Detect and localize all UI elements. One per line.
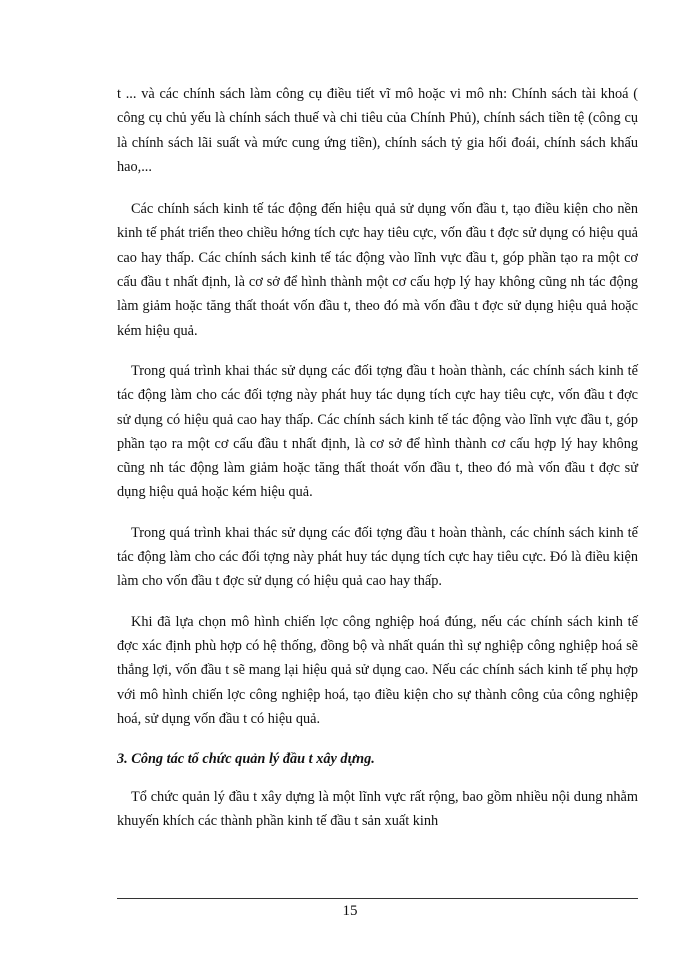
page-number: 15 [342, 903, 358, 919]
paragraph: Trong quá trình khai thác sử dụng các đối tợng đầu t hoàn thành, các chính sách kinh tế tác động làm cho các đối tợng này phát huy tác dụng tích cực hay tiêu cực, vốn đầu t đợc sử dụng có hiệu quả cao hay thấp. Các chính sách kinh tế tác động vào lĩnh vực đầu t, góp phần tạo ra một cơ cấu đầu t nhất định, là cơ sở để hình thành cơ cấu hợp lý hay không cũng nh tác động làm giảm hoặc tăng thất thoát vốn đầu t, theo đó mà vốn đầu t đợc sử dụng hiệu quả hoặc kém hiệu quả. [117, 362, 638, 501]
body-text [117, 82, 638, 850]
footer-divider [117, 898, 638, 899]
paragraph: Trong quá trình khai thác sử dụng các đối tợng đầu t hoàn thành, các chính sách kinh tế tác động làm cho các đối tợng này phát huy tác dụng tích cực hay tiêu cực. Đó là điều kiện làm cho vốn đầu t đợc sử dụng có hiệu quả cao hay thấp. [117, 524, 638, 590]
paragraph: Các chính sách kinh tế tác động đến hiệu quả sử dụng vốn đầu t, tạo điều kiện cho nền kinh tế phát triển theo chiều hớng tích cực hay tiêu cực, vốn đầu t đợc sử dụng có hiệu quả cao hay thấp. Các chính sách kinh tế tác động vào lĩnh vực đầu t, góp phần tạo ra một cơ cấu đầu t nhất định, là cơ sở để hình thành một cơ cấu hợp lý hay không cũng nh tác động làm giảm hoặc tăng thất thoát vốn đầu t, theo đó mà vốn đầu t đợc sử dụng hiệu quả hoặc kém hiệu quả. [117, 201, 638, 339]
paragraph: Khi đã lựa chọn mô hình chiến lợc công nghiệp hoá đúng, nếu các chính sách kinh tế đợc xác định phù hợp có hệ thống, đồng bộ và nhất quán thì sự nghiệp công nghiệp hoá sẽ thắng lợi, vốn đầu t sẽ mang lại hiệu quả sử dụng cao. Nếu các chính sách kinh tế phụ hợp với mô hình chiến lợc công nghiệp hoá, tạo điều kiện cho sự thành công của công nghiệp hoá, sử dụng vốn đầu t có hiệu quả. [117, 613, 638, 727]
section-heading: 3. Công tác tổ chức quản lý đầu t xây dựng. [117, 751, 375, 768]
paragraph: t ... và các chính sách làm công cụ điều tiết vĩ mô hoặc vi mô nh: Chính sách tài khoá ( công cụ chủ yếu là chính sách thuế và chi tiêu của Chính Phủ), chính sách tiền tệ (công cụ là chính sách lãi suất và mức cung ứng tiền), chính sách tỷ gia hối đoái, chính sách khấu hao,... [117, 86, 638, 175]
paragraph: Tổ chức quản lý đầu t xây dựng là một lĩnh vực rất rộng, bao gồm nhiều nội dung nhằm khuyến khích các thành phần kinh tế đầu t sản xuất kinh [117, 789, 638, 830]
